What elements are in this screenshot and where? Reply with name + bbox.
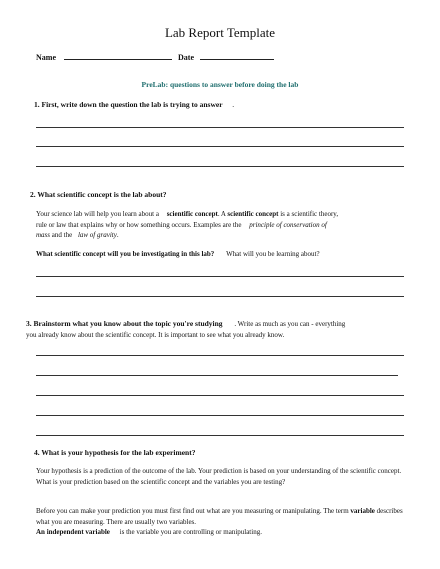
- answer-line-2a[interactable]: [36, 276, 404, 277]
- question-2: 2. What scientific concept is the lab about?: [30, 190, 167, 199]
- question-3-trail: . Write as much as you can - everything: [234, 320, 346, 328]
- date-label: Date: [178, 53, 194, 62]
- answer-line-3c[interactable]: [36, 395, 404, 396]
- q2-example-1: principle of conservation of: [249, 220, 327, 229]
- name-label: Name: [36, 53, 56, 62]
- question-1: [34, 100, 234, 109]
- answer-line-3a[interactable]: [36, 355, 404, 356]
- question-4-paragraph-1: Your hypothesis is a prediction of the outcome of the lab. Your prediction is based on your understanding of the scientific concept. What is your prediction based on the scientific concept and the variables you are testing?: [36, 467, 402, 486]
- q4-text-a: Before you can make your prediction you must first find out what are you measuring or manipulating. The term: [36, 507, 349, 515]
- question-4-paragraph-2: [36, 506, 406, 527]
- question-1-text: 1. First, write down the question the lab is trying to answer: [34, 100, 223, 109]
- q2-text-c: . A: [217, 210, 226, 218]
- question-2-sub: [36, 249, 320, 260]
- answer-line-3e[interactable]: [36, 435, 404, 436]
- answer-line-2b[interactable]: [36, 296, 404, 297]
- name-field[interactable]: [64, 51, 172, 60]
- q2-example-1-end: mass: [36, 231, 51, 239]
- q2-term-2: scientific concept: [227, 210, 279, 218]
- date-field[interactable]: [200, 51, 274, 60]
- page-title: Lab Report Template: [164, 25, 276, 40]
- q2-text-e: is a scientific theory,: [280, 210, 339, 218]
- q2-text-h: and the: [51, 231, 73, 239]
- q2-sub-normal: What will you be learning about?: [226, 250, 320, 258]
- q2-text-a: Your science lab will help you learn about a: [36, 210, 159, 218]
- answer-line-1c[interactable]: [36, 166, 404, 167]
- q2-sub-bold: What scientific concept will you be investigating in this lab?: [36, 250, 215, 258]
- answer-line-3b[interactable]: [36, 375, 398, 376]
- q2-example-2: law of gravity: [77, 231, 117, 239]
- prelab-heading: PreLab: questions to answer before doing the lab: [141, 80, 299, 89]
- question-1-trail: .: [232, 100, 235, 109]
- answer-line-1b[interactable]: [36, 146, 404, 147]
- question-3-text: 3. Brainstorm what you know about the topic you're studying: [26, 319, 223, 328]
- question-4-paragraph-3: [36, 527, 262, 538]
- q4-term-variable: variable: [350, 507, 375, 515]
- q2-term-1: scientific concept: [166, 210, 218, 218]
- name-date-row: [36, 51, 274, 62]
- q2-text-j: .: [116, 231, 119, 239]
- q4-text-c: describes what you are measuring. There are usually two variables.: [36, 507, 403, 526]
- answer-line-1a[interactable]: [36, 127, 404, 128]
- question-2-paragraph: [36, 209, 406, 241]
- question-3-line2: you already know about the scientific concept. It is important to see what you already know.: [26, 330, 285, 339]
- question-3: [26, 319, 406, 340]
- q4-term-independent: An independent variable: [36, 528, 110, 536]
- q2-text-line2: rule or law that explains why or how something occurs. Examples are the: [36, 220, 242, 229]
- q4-text-independent: is the variable you are controlling or manipulating.: [119, 528, 262, 536]
- answer-line-3d[interactable]: [36, 415, 404, 416]
- question-4: 4. What is your hypothesis for the lab experiment?: [34, 448, 196, 457]
